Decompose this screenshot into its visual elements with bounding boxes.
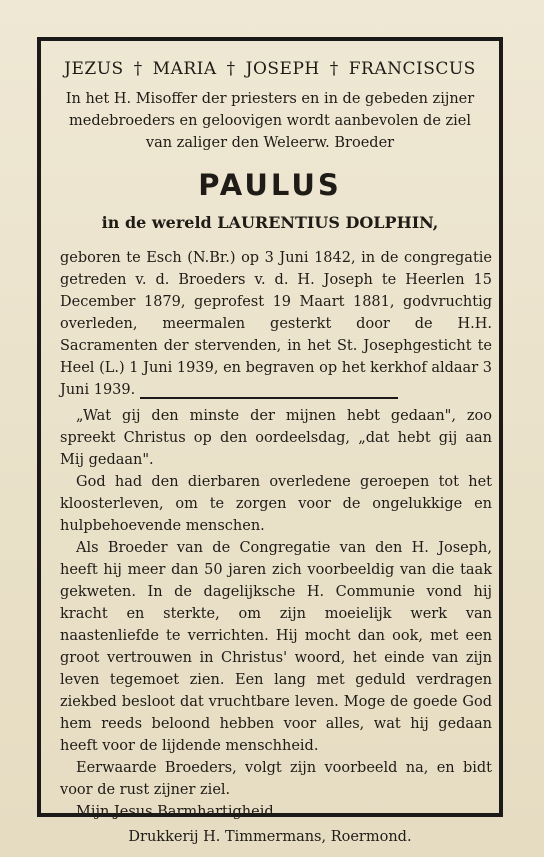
religious-name: PAULUS [198,168,342,202]
paragraph-quote: „Wat gij den minste der mijnen hebt gedaan", zoo spreekt Christus op den oordeelsdag, „dat hebt gij aan Mij gedaan". [60,408,492,468]
name-maria: MARIA [152,59,217,79]
biography-text: geboren te Esch (N.Br.) op 3 Juni 1842, in de congregatie getreden v. d. Broeders v. d. H. Joseph te Heerlen 15 December 1879, geprofest 19 Maart 1881, godvruchtig overleden, meermalen gesterkt door de H.H. Sacramenten der stervenden, in het St. Josephgesticht te Heel (L.) 1 Juni 1939, en begraven op het kerkhof aldaar 3 Juni 1939. [60,250,492,398]
paragraph-invocation: Mijn Jesus Barmhartigheid. [76,804,279,820]
paragraph-exhortation: Eerwaarde Broeders, volgt zijn voorbeeld na, en bidt voor de rust zijner ziel. [60,760,492,798]
printer-credit: Drukkerij H. Timmermans, Roermond. [128,829,412,845]
name-franciscus: FRANCISCUS [348,59,476,79]
separator-line [140,397,398,399]
holy-names-header [41,59,499,79]
intro-text: In het H. Misoffer der priesters en in de gebeden zijner medebroeders en geloovigen wordt aanbevolen de ziel van zaliger den Weleerw. Broeder [65,91,475,151]
paragraph-calling: God had den dierbaren overledene geroepen tot het kloosterleven, om te zorgen voor de ongelukkige en hulpbehoevende menschen. [60,474,492,534]
paragraph-life: Als Broeder van de Congregatie van den H. Joseph, heeft hij meer dan 50 jaren zich voorbeeldig van die taak gekweten. In de dagelijksche H. Communie vond hij kracht en sterkte, om zijn moeielijk werk van naastenliefde te verrichten. Hij mocht dan ook, met een groot vertrouwen in Christus' woord, het einde van zijn leven tegemoet zien. Een lang met geduld verdragen ziekbed besloot dat vruchtbare leven. Moge de goede God hem reeds beloond hebben voor alles, wat hij gedaan heeft voor de lijdende menschheid. [60,540,492,754]
cross-icon: † [133,59,143,79]
name-joseph: JOSEPH [245,59,320,79]
name-jezus: JEZUS [64,59,124,79]
cross-icon: † [329,59,339,79]
cross-icon: † [226,59,236,79]
prayer-text [60,405,492,823]
world-name: in de wereld LAURENTIUS DOLPHIN, [101,213,439,232]
